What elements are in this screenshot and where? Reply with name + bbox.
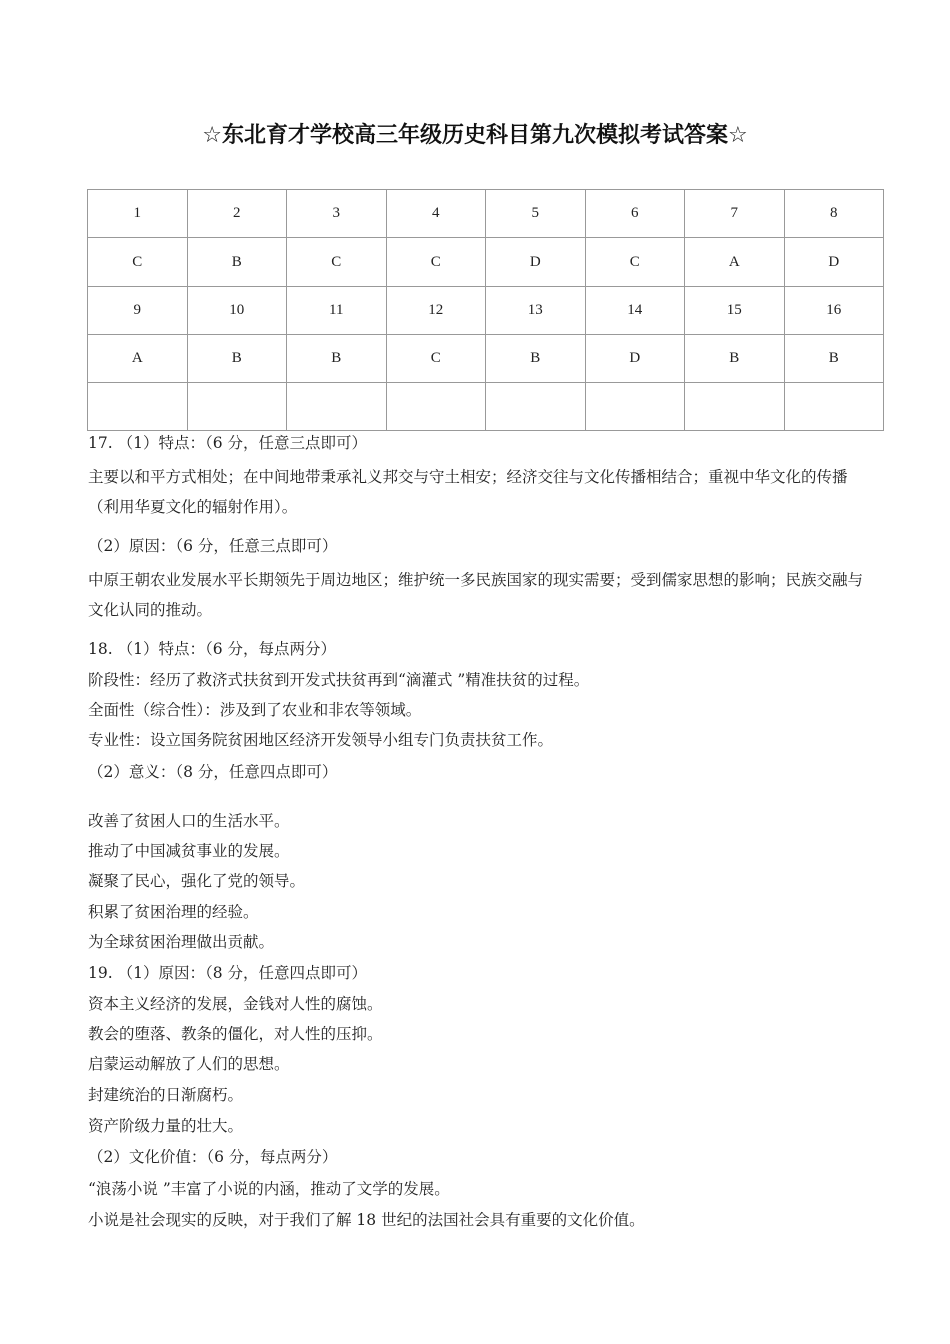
q18-part2-line: 积累了贫困治理的经验。: [88, 903, 259, 921]
table-cell: D: [585, 335, 685, 383]
q18-part2-line: 凝聚了民心，强化了党的领导。: [88, 872, 306, 890]
q17-part1-heading: 17. （1）特点：（6 分，任意三点即可）: [88, 434, 367, 452]
table-cell: [486, 383, 586, 431]
q18-part1-line: 专业性：设立国务院贫困地区经济开发领导小组专门负责扶贫工作。: [88, 731, 554, 749]
table-cell: 6: [585, 190, 685, 238]
table-cell: 8: [784, 190, 884, 238]
q18-part1-line: 阶段性：经历了救济式扶贫到开发式扶贫再到“滴灌式 ”精准扶贫的过程。: [88, 671, 590, 689]
table-row: [88, 238, 884, 287]
q19-part2-line: 小说是社会现实的反映，对于我们了解 18 世纪的法国社会具有重要的文化价值。: [88, 1211, 645, 1229]
table-cell: 10: [187, 287, 287, 335]
table-cell: [187, 383, 287, 431]
table-cell: 7: [685, 190, 785, 238]
q17-part2-heading: （2）原因：（6 分，任意三点即可）: [88, 537, 338, 555]
q17-part2-text: 中原王朝农业发展水平长期领先于周边地区；维护统一多民族国家的现实需要；受到儒家思想的影响；民族交融与文化认同的推动。: [88, 571, 864, 619]
table-cell: [685, 383, 785, 431]
table-cell: B: [187, 335, 287, 383]
q18-part2-heading: （2）意义：（8 分，任意四点即可）: [88, 763, 338, 781]
table-cell: C: [585, 238, 685, 287]
table-row: [88, 190, 884, 238]
q18-part2-line: 改善了贫困人口的生活水平。: [88, 812, 290, 830]
table-cell: 11: [287, 287, 387, 335]
table-cell: [585, 383, 685, 431]
q18-part2-line: 为全球贫困治理做出贡献。: [88, 933, 275, 951]
table-cell: 13: [486, 287, 586, 335]
table-cell: 4: [386, 190, 486, 238]
table-cell: B: [784, 335, 884, 383]
table-cell: B: [685, 335, 785, 383]
table-cell: [88, 383, 188, 431]
table-cell: 2: [187, 190, 287, 238]
table-cell: [287, 383, 387, 431]
q19-part2-line: “浪荡小说 ”丰富了小说的内涵，推动了文学的发展。: [88, 1180, 450, 1198]
table-cell: A: [88, 335, 188, 383]
table-row: [88, 287, 884, 335]
table-cell: C: [287, 238, 387, 287]
table-row: [88, 335, 884, 383]
table-cell: 12: [386, 287, 486, 335]
table-cell: 5: [486, 190, 586, 238]
table-cell: A: [685, 238, 785, 287]
table-cell: [784, 383, 884, 431]
table-cell: C: [386, 335, 486, 383]
q19-part1-line: 资产阶级力量的壮大。: [88, 1117, 244, 1135]
table-cell: B: [187, 238, 287, 287]
table-cell: 1: [88, 190, 188, 238]
q18-part1-heading: 18. （1）特点：（6 分，每点两分）: [88, 640, 336, 658]
q19-part1-line: 启蒙运动解放了人们的思想。: [88, 1055, 290, 1073]
q17-part1-text: 主要以和平方式相处；在中间地带秉承礼义邦交与守土相安；经济交往与文化传播相结合；重视中华文化的传播（利用华夏文化的辐射作用）。: [88, 468, 848, 516]
page-title: ☆东北育才学校高三年级历史科目第九次模拟考试答案☆: [202, 123, 748, 148]
table-cell: D: [784, 238, 884, 287]
table-cell: C: [88, 238, 188, 287]
table-cell: B: [287, 335, 387, 383]
table-cell: 16: [784, 287, 884, 335]
q18-part1-line: 全面性（综合性）：涉及到了农业和非农等领域。: [88, 701, 422, 719]
q19-part1-line: 资本主义经济的发展，金钱对人性的腐蚀。: [88, 995, 383, 1013]
table-cell: B: [486, 335, 586, 383]
table-cell: 14: [585, 287, 685, 335]
table-row: [88, 383, 884, 431]
q19-part2-heading: （2）文化价值：（6 分，每点两分）: [88, 1148, 338, 1166]
table-cell: 15: [685, 287, 785, 335]
answer-table: [87, 189, 884, 431]
q18-part2-line: 推动了中国减贫事业的发展。: [88, 842, 290, 860]
q19-part1-line: 教会的堕落、教条的僵化，对人性的压抑。: [88, 1025, 383, 1043]
table-cell: [386, 383, 486, 431]
table-cell: D: [486, 238, 586, 287]
table-cell: 3: [287, 190, 387, 238]
table-cell: 9: [88, 287, 188, 335]
table-cell: C: [386, 238, 486, 287]
q19-part1-heading: 19. （1）原因：（8 分，任意四点即可）: [88, 964, 367, 982]
q19-part1-line: 封建统治的日渐腐朽。: [88, 1086, 244, 1104]
